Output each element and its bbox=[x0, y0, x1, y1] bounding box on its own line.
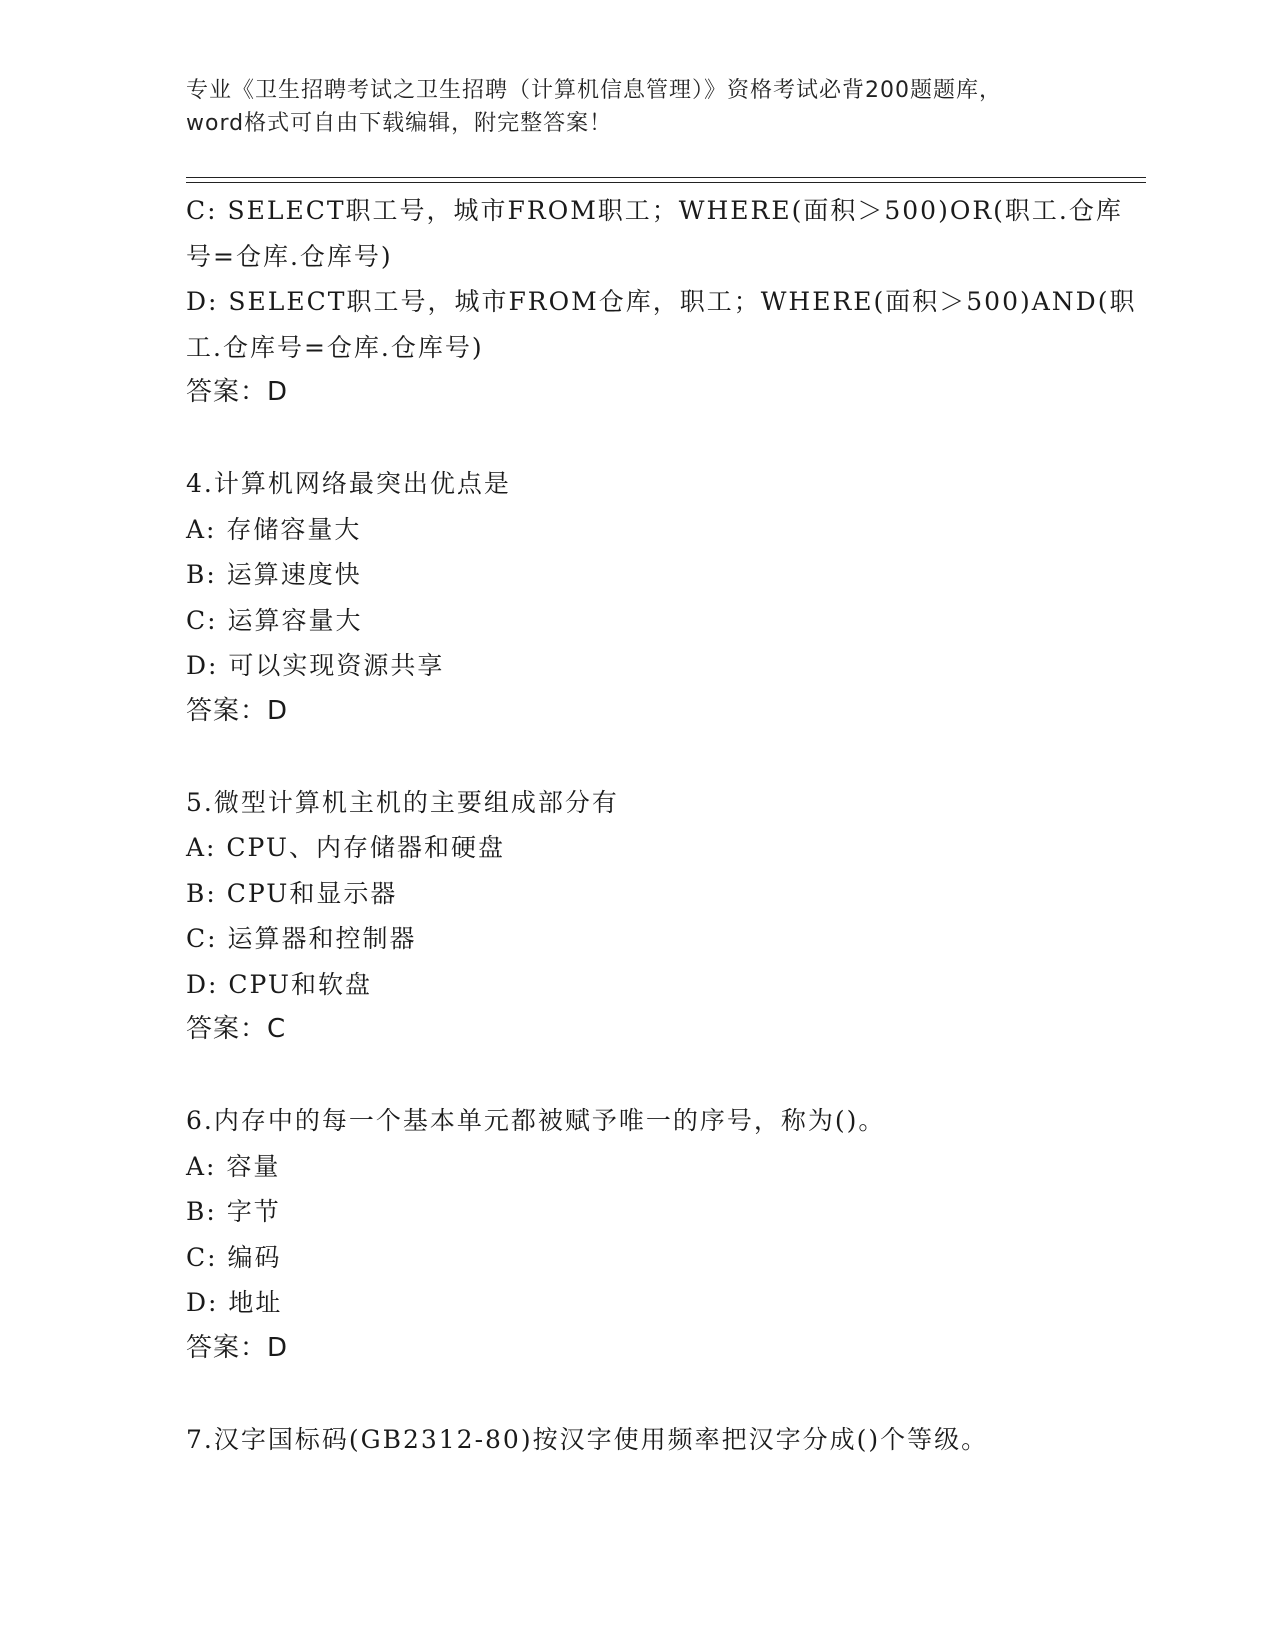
answer: 答案：D bbox=[186, 695, 289, 726]
option-a: A: 存储容量大 bbox=[186, 514, 362, 544]
spacer bbox=[186, 1053, 1086, 1099]
question-3-continued bbox=[186, 188, 1137, 416]
question-6 bbox=[186, 1098, 1086, 1371]
spacer bbox=[186, 1371, 1086, 1417]
option-b: B: 运算速度快 bbox=[186, 560, 362, 589]
option-c: C: 编码 bbox=[186, 1242, 282, 1272]
option-d: D: CPU和软盘 bbox=[186, 969, 372, 999]
question-stem: 4.计算机网络最突出优点是 bbox=[186, 469, 511, 498]
question-stem: 5.微型计算机主机的主要组成部分有 bbox=[186, 787, 619, 817]
option-d-line-2: 工.仓库号=仓库.仓库号) bbox=[186, 332, 484, 362]
option-b: B: 字节 bbox=[186, 1197, 281, 1226]
answer: 答案：D bbox=[186, 1332, 289, 1363]
header-line-2: word格式可自由下载编辑，附完整答案！ bbox=[186, 111, 613, 136]
option-c-line-1: C: SELECT职工号，城市FROM职工；WHERE(面积＞500)OR(职工.仓库 bbox=[186, 196, 1123, 225]
question-stem: 7.汉字国标码(GB2312-80)按汉字使用频率把汉字分成()个等级。 bbox=[186, 1424, 989, 1454]
question-stem: 6.内存中的每一个基本单元都被赋予唯一的序号，称为()。 bbox=[186, 1106, 886, 1135]
header-line-1: 专业《卫生招聘考试之卫生招聘（计算机信息管理）》资格考试必背200题题库， bbox=[186, 78, 1002, 103]
option-a: A: CPU、内存储器和硬盘 bbox=[186, 833, 506, 862]
header-divider-bottom bbox=[186, 182, 1146, 183]
option-c-line-2: 号=仓库.仓库号) bbox=[186, 241, 393, 271]
option-b: B: CPU和显示器 bbox=[186, 878, 398, 908]
question-5 bbox=[186, 780, 1086, 1053]
document-header bbox=[186, 74, 1086, 140]
option-c: C: 运算容量大 bbox=[186, 605, 363, 635]
option-d-line-1: D: SELECT职工号，城市FROM仓库，职工；WHERE(面积＞500)AND(职 bbox=[186, 287, 1137, 316]
option-c: C: 运算器和控制器 bbox=[186, 924, 417, 953]
option-a: A: 容量 bbox=[186, 1151, 281, 1181]
option-d: D: 地址 bbox=[186, 1288, 283, 1317]
answer: 答案：C bbox=[186, 1014, 287, 1044]
question-7 bbox=[186, 1417, 1086, 1463]
header-divider-top bbox=[186, 177, 1146, 178]
option-d: D: 可以实现资源共享 bbox=[186, 651, 445, 680]
question-list bbox=[186, 188, 1137, 1462]
question-4 bbox=[186, 461, 1086, 734]
spacer bbox=[186, 416, 1086, 462]
answer: 答案：D bbox=[186, 377, 289, 407]
spacer bbox=[186, 734, 1086, 780]
